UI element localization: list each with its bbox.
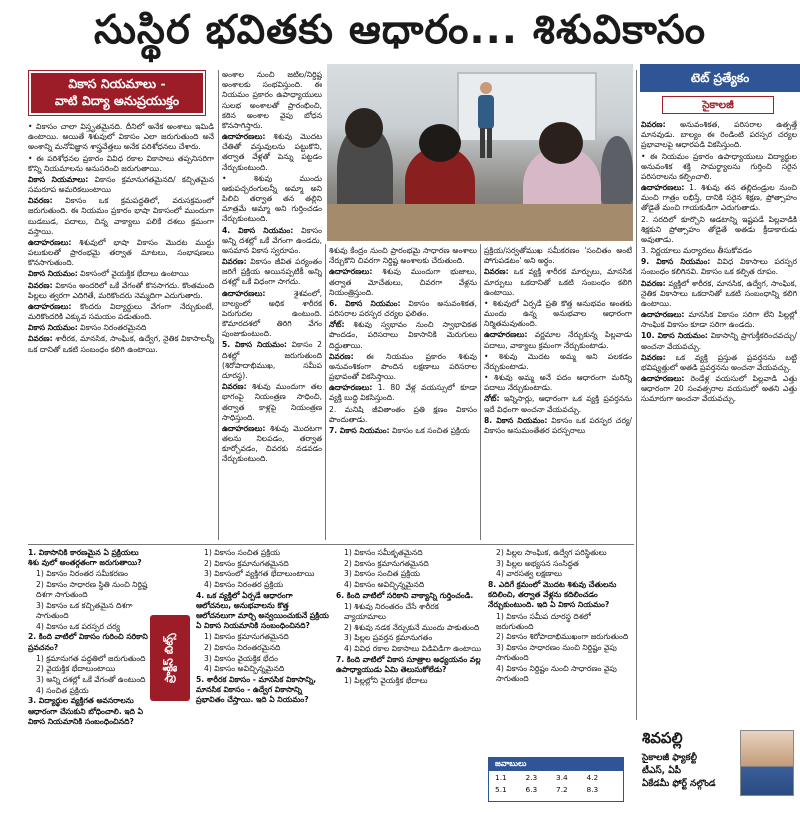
paragraph-text: • శిశువు ముందు ఆకుపచ్చరంగులన్నీ అమ్మా అని పిలిచి తర్వాత తన తల్లిని మాత్రమే అమ్మా అని గుర్తించడం నేర్చుకుంటుంది. bbox=[222, 173, 322, 224]
quiz-column-2 bbox=[196, 548, 330, 816]
paragraph-label: వివరణ: bbox=[641, 120, 666, 129]
paragraph-label: వికాస నియమం: bbox=[28, 269, 78, 279]
quiz-question: 8. ఎదిగే క్రమంలో మొదట శిశువు చేతులను కదిలించి, తర్వాత వేళ్లను కదిలించడం నేర్చుకుంటుంది. ఇది ఏ వికాస నియమం? bbox=[488, 580, 617, 610]
paragraph-text: వికాసం అన్ని దశల్లో ఒకే వేగంగా ఉండదు, అసమాన వికాస స్వరూపం. bbox=[222, 225, 322, 255]
paragraph-label: ఉదాహరణలు: bbox=[641, 310, 685, 320]
paragraph-text: శిశువులో భాషా వికాసం మొదట ముద్దు పలుకులతో ప్రారంభమై తర్వాత మాటలు, సంభాషణలు కొనసాగుతుంది. bbox=[28, 237, 214, 268]
paragraph bbox=[329, 405, 477, 425]
article-column-4 bbox=[484, 246, 632, 540]
paragraph bbox=[329, 426, 477, 436]
quiz-option: 2) వికాసం సాధారణ స్థితి నుంచి నిర్దిష్ట దిశగా సాగుతుంది bbox=[36, 580, 148, 600]
paragraph-text: • శిశువు మొదట అమ్మ అని పలకడం నేర్చుకుంటాడు. bbox=[484, 351, 632, 371]
quiz-option: 3) పిల్లల అభ్యసన సంసిద్ధత bbox=[496, 558, 579, 568]
paragraph bbox=[28, 122, 214, 153]
paragraph-label: నోట్: bbox=[329, 320, 345, 330]
paragraph bbox=[484, 299, 632, 330]
paragraph-text: వివిధ వికాసాలు పరస్పర సంబంధం కలిగినవి. వికాసం ఒక కల్పిత రూపం. bbox=[641, 257, 797, 277]
quiz-question: 1. వికాసానికి కారణమైన ఏ ప్రక్రియలు శిశు వులో అంతర్గతంగా జరుగుతాయి? bbox=[28, 548, 142, 568]
kicker-line-2: వాటి విద్యా అనుప్రయుక్తం bbox=[54, 93, 180, 108]
paragraph-label: ఉదాహరణలు: bbox=[484, 330, 528, 340]
paragraph-text: వికాసం అనువంశికత, పరిసరాల పరస్పర చర్యల ఫలితం. bbox=[329, 298, 477, 319]
quiz-option: 1) వికాసం సమీకృతమైనది bbox=[344, 548, 423, 557]
paragraph-text: కొందరు విద్యార్థులు వేగంగా నేర్చుకుంటే, మరికొందరికి ఎక్కువ సమయం పడుతుంది. bbox=[28, 301, 214, 322]
paragraph bbox=[222, 340, 322, 381]
paragraph bbox=[329, 352, 477, 383]
quiz-option: 1) వికాసం క్రమానుగతమైనది bbox=[204, 632, 289, 642]
paragraph bbox=[28, 281, 214, 301]
paragraph-text: ఇన్నిసార్లు, ఆధారంగా ఒక వ్యక్తి ప్రవర్తనను ఇదే విధంగా అంచనా వేయవచ్చు. bbox=[484, 394, 632, 414]
answer-item: 8.3 bbox=[586, 784, 599, 794]
paragraph-label: వివరణ: bbox=[329, 351, 354, 361]
quiz-option: 3) వికాసం సంచిత ప్రక్రియ bbox=[344, 569, 420, 579]
quiz-option: 1) పిల్లల్లోని వైయక్తిక భేదాలు bbox=[344, 676, 428, 686]
quiz-option: 3) వికాసంలో వ్యక్తిగత భేదాలుంటాయి bbox=[204, 569, 315, 579]
paragraph bbox=[28, 175, 214, 195]
paragraph-text: వర్ణమాల నేర్చుకున్న పిల్లవాడు పదాలు, వాక్యాలు క్రమంగా నేర్చుకుంటాడు. bbox=[484, 330, 632, 350]
paragraph bbox=[222, 132, 322, 173]
quiz-question: 6. కింది వాటిలో సరికాని వాక్యాన్ని గుర్తించండి. bbox=[336, 590, 474, 600]
quiz-column-1 bbox=[28, 548, 148, 816]
paragraph-text: వికాసాన్ని ప్రాగుక్తీకరించవచ్చు/ అంచనా వేయవచ్చు. bbox=[641, 331, 797, 351]
paragraph-label: 5. వికాస నియమం: bbox=[222, 340, 287, 350]
paragraph-label: ఉదాహరణలు: bbox=[222, 132, 266, 142]
quiz-option: 2) వికాసం శిరోపాదాభిముఖంగా జరుగుతుంది bbox=[496, 632, 629, 642]
quiz-option: 4) సంచిత ప్రక్రియ bbox=[36, 685, 89, 695]
paragraph-text: ఒక వ్యక్తి శారీరక మార్పులు, మానసిక మార్పులు ఒకదానితో ఒకటి సంబంధం కలిగి ఉంటాయి. bbox=[484, 267, 632, 297]
answer-item: 5.1 bbox=[495, 784, 507, 794]
quiz-question: 4. ఒక వ్యక్తిలో ఏర్పడే ఆధారంగా ఆలోచనలు, అనుభవాలను కొత్త ఆలోచనలుగా మార్చి అన్వయించుకునే ప్రక్రియ ఏ వికాస నియమానికి సంబంధించినది? bbox=[196, 590, 329, 631]
quiz-column-4 bbox=[488, 548, 630, 754]
paragraph bbox=[641, 257, 797, 277]
quiz-option: 4) వికాసం అవిచ్ఛిన్నమైనది bbox=[204, 664, 285, 674]
kicker-line-1: వికాస నియమాలు - bbox=[68, 76, 166, 92]
paragraph-text: శారీరక, మానసిక, సాంఘిక, ఉద్వేగ, నైతిక వికాసాలన్నీ ఒక దానితో ఒకటి సంబంధం కలిగి ఉంటాయి. bbox=[28, 334, 214, 354]
quiz-column-3 bbox=[336, 548, 482, 816]
quiz-option: 4) వివిధ రకాల వికాసాలు విడివిడిగా ఉంటాయి bbox=[344, 644, 482, 654]
answer-item: 1.1 bbox=[495, 772, 507, 782]
paragraph-text: • ఈ పరిశోధనల ప్రకారం వివిధ రకాల వికాసాలు తప్పనిసరిగా కొన్ని నియమాలను అనుసరించి జరుగుతాయి. bbox=[28, 153, 214, 173]
paragraph bbox=[222, 382, 322, 423]
paragraph bbox=[641, 310, 797, 330]
paragraph-label: 6. వికాస నియమం: bbox=[329, 298, 401, 308]
paragraph bbox=[28, 154, 214, 174]
paragraph-text: శిశువు స్వభావం నుంచి స్వాభావికత పొందడం, పరిసరాలు వికాసానికి మెరుగులు దిద్దుతాయి. bbox=[329, 320, 477, 350]
paragraph-text: • ఈ నియమం ప్రకారం ఉపాధ్యాయులు విద్యార్థుల అనువంశిక శక్తి సామర్థ్యాలను గుర్తించి సరైన పరిసరాలను కల్పించాలి. bbox=[641, 151, 797, 181]
author-photo bbox=[740, 730, 794, 796]
paragraph bbox=[222, 289, 322, 340]
answer-item: 3.4 bbox=[556, 772, 568, 782]
paragraph-text: వికాసం నిరంతరమైనది bbox=[80, 323, 147, 333]
paragraph bbox=[28, 196, 214, 237]
article-column-1 bbox=[28, 122, 214, 542]
paragraph bbox=[222, 174, 322, 225]
quiz-option: 4) వికాసం నిరంతర ప్రక్రియ bbox=[204, 580, 284, 590]
paragraph-text: • శిశువులో ఏర్పడే ప్రతి కొత్త అనుభవం అంతకు ముందు ఉన్న అనుభవాల ఆధారంగా నిర్మితమవుతుంది. bbox=[484, 298, 632, 329]
paragraph bbox=[641, 120, 797, 151]
paragraph-text: వ్యక్తిలో శారీరక, మానసిక, ఉద్వేగ, సాంఘిక, నైతిక వికాసాలు ఒకదానితో ఒకటి సంబంధాన్ని కలిగి ఉంటాయి. bbox=[641, 278, 797, 308]
paragraph-text: శిశువు కేంద్రం నుంచి ప్రారంభమై సాధారణ అంశాలు నేర్చుకొని చివరగా నిర్దిష్ట అంశాలకు చేరుతుంది. bbox=[329, 246, 477, 266]
paragraph bbox=[329, 320, 477, 351]
paragraph-label: వివరణ: bbox=[222, 382, 247, 392]
quiz-option: 3) వికాసం ఒక కచ్చితమైన దిశగా సాగుతుంది bbox=[36, 600, 133, 621]
quiz-option: 1) క్రమానుగత పద్ధతిలో జరుగుతుంది bbox=[36, 653, 146, 663]
paragraph bbox=[484, 352, 632, 372]
teacher-figure bbox=[473, 80, 499, 160]
paragraph bbox=[222, 70, 322, 131]
quiz-option: 4) వారసత్వ లక్షణాలు bbox=[496, 569, 562, 579]
paragraph-text: వికాసం క్రమానుగతమైనది/ కచ్చితమైన సమరూప అమరికలుంటాయి bbox=[28, 174, 214, 195]
quiz-option: 3) అన్ని దశల్లో ఒకే వేగంతో ఉంటుంది bbox=[36, 675, 146, 685]
paragraph bbox=[641, 246, 797, 256]
paragraph-label: ఉదాహరణలు: bbox=[222, 288, 266, 298]
article-column-3 bbox=[329, 246, 477, 540]
quiz-option: 4) వికాసం ఒక పరస్పర చర్య bbox=[36, 621, 121, 631]
paragraph-text: అనువంశికత, పరిసరాల ఉత్పత్తే మానవుడు. బాల్యం ఈ రెండింటి పరస్పర చర్యల ప్రభావాలపై ఆధారపడి వికసిస్తుంది. bbox=[641, 120, 797, 150]
paragraph-text: 2. సరదిలో కూర్చొని ఆడటాన్ని ఇష్టపడే పిల్లవాడికి శిక్షకుని ప్రోత్సాహం తోడైతే అతడు క్రీడాకారుడు అవుతాడు. bbox=[641, 214, 797, 244]
paragraph bbox=[329, 246, 477, 266]
practice-bits-badge: ప్రాక్టీస్ బిట్స్ bbox=[150, 615, 190, 701]
quiz-option: 2) శిశువు నడక నేర్చుకునే ముందు పాకుతుంది bbox=[344, 622, 480, 632]
paragraph-text: వికాసం ఒక క్రమపద్ధతిలో, వరుసక్రమంలో జరుగుతుంది. ఈ నియమం ప్రకారం భాషా వికాసంలో ముందుగా బుడబుడ, పదాలు, చిన్న వాక్యాలు పలికే దశలు క్రమంగా వస్తాయి. bbox=[28, 196, 214, 236]
quiz-question: 5. శారీరక వికాసం - మానసిక వికాసాన్ని, మానసిక వికాసం - ఉద్వేగ వికాసాన్ని ప్రభావితం చేస్తాయి. ఇది ఏ నియమం? bbox=[196, 675, 317, 705]
paragraph bbox=[641, 215, 797, 246]
paragraph-label: ఉదాహరణలు: bbox=[641, 374, 685, 384]
answer-item: 6.3 bbox=[525, 784, 538, 794]
quiz-option: 3) వికాసం సాధారణం నుంచి నిర్దిష్టం వైపు సాగుతుంది bbox=[496, 643, 617, 663]
paragraph-text: ఒక వ్యక్తి ప్రస్తుత ప్రవర్తనను బట్టి భవిష్యత్తులో అతడి ప్రవర్తనను అంచనా వేయవచ్చు. bbox=[641, 352, 797, 372]
paragraph-label: వివరణ: bbox=[222, 257, 247, 267]
paragraph bbox=[28, 334, 214, 354]
quiz-option: 3) పిల్లల ప్రవర్తన క్రమానుగతం bbox=[344, 633, 433, 643]
quiz-option: 4) వికాసం నిర్దిష్టం నుంచి సాధారణం వైపు సాగుతుంది bbox=[496, 663, 617, 684]
paragraph-text: శైశవంలో, బాల్యంలో అధిక శారీరక పెరుగుదల ఉంటుంది. కౌమారదశలో తిరిగి వేగం పుంజుకుంటుంది. bbox=[222, 288, 322, 339]
author-role: సైకాలజీ ఫ్యాకల్టీ టీఎస్, ఏపీ ఏకేడమీ ఫోర్ట్ నల్గొండ bbox=[642, 753, 716, 790]
article-column-5 bbox=[641, 120, 797, 720]
paragraph-label: 7. వికాస నియమం: bbox=[329, 425, 390, 435]
author-name: శివపల్లి bbox=[642, 729, 683, 747]
paragraph-text: వికాసం అందరిలో ఒకే వేగంతో కొనసాగదు. కొంతమంది పిల్లలు త్వరగా ఎదిగితే, మరికొందరు నెమ్మదిగా ఎదుగుతారు. bbox=[28, 280, 214, 300]
paragraph-label: 10. వికాస నియమం: bbox=[641, 331, 708, 341]
paragraph-label: ఉదాహరణలు: bbox=[329, 383, 373, 393]
paragraph bbox=[222, 257, 322, 288]
paragraph-text: 1. 80 వేళ్ల వయస్సులో కూడా వ్యక్తి బుద్ధి వికసిస్తుంది. bbox=[329, 383, 477, 403]
paragraph bbox=[28, 302, 214, 322]
paragraph-text: 1. శిశువు తన తల్లిదండ్రుల నుంచి మంచి గాత్రం లభిస్తే, దానికి సరైన శిక్షణ, ప్రోత్సాహం తోడైతే మంచి గాయకుడిగా ఎదుగుతాడు. bbox=[641, 183, 797, 213]
quiz-option: 1) వికాసం నిరంతర సమీకరణం bbox=[36, 569, 129, 579]
paragraph bbox=[484, 416, 632, 436]
quiz-option: 1) వికాసం సమీప దూరస్థ దిశలో జరుగుతుంది bbox=[496, 611, 591, 631]
paragraph-text: మానసిక వికాసం సరిగా లేని పిల్లల్లో సాంఘిక వికాసం కూడా సరిగా ఉండదు. bbox=[641, 310, 797, 330]
paragraph bbox=[28, 269, 214, 279]
paragraph-text: శిశువు ముందుగా భుజాలు, తర్వాత మోచేతులు, చివరగా వేళ్లను నియంత్రిస్తుంది. bbox=[329, 267, 477, 297]
paragraph bbox=[222, 226, 322, 257]
paragraph-label: వికాస నియమాలు: bbox=[28, 174, 89, 184]
answer-item: 2.3 bbox=[525, 772, 538, 782]
quiz-option: 1) శిశువు నిరంతరం చేసే శారీరక వ్యాయామాలు bbox=[344, 601, 439, 622]
headline-text: సుస్థిర భవితకు ఆధారం... శిశువికాసం bbox=[94, 7, 706, 54]
paragraph bbox=[28, 323, 214, 333]
paragraph-label: ఉదాహరణలు: bbox=[28, 301, 72, 311]
paragraph-text: శిశువు మొదట చేతితో వస్తువులను పట్టుకొని, తర్వాత వేళ్లతో పెన్ను పట్టడం నేర్చుకుంటుంది. bbox=[222, 132, 322, 172]
paragraph-text: వికాసం ఒక సంచిత ప్రక్రియ bbox=[391, 425, 470, 435]
paragraph-label: వివరణ: bbox=[641, 278, 666, 288]
section-kicker bbox=[28, 70, 206, 116]
paragraph bbox=[641, 374, 797, 405]
paragraph bbox=[329, 383, 477, 403]
paragraph bbox=[222, 424, 322, 465]
paragraph-text: శిశువు ముందుగా తల భాగంపై నియంత్రణ సాధించి, తర్వాత కాళ్లపై నియంత్రణ సాధిస్తుంది. bbox=[222, 382, 322, 422]
paragraph-text: వికాసంలో వైయక్తిక భేదాలు ఉంటాయి bbox=[80, 269, 189, 279]
paragraph-text: వికాసం 2 దిశల్లో జరుగుతుంది (శిరోపాదాభిముఖ, సమీప దూరస్థ). bbox=[222, 340, 322, 380]
paragraph-label: ఉదాహరణలు: bbox=[222, 423, 266, 433]
paragraph bbox=[484, 373, 632, 393]
paragraph-label: వివరణ: bbox=[28, 196, 53, 206]
paragraph-label: వివరణ: bbox=[484, 267, 509, 277]
paragraph bbox=[641, 152, 797, 183]
quiz-option: 3) వికాసం వైయక్తిక భేదం bbox=[204, 653, 278, 663]
paragraph-label: 9. వికాస నియమం: bbox=[641, 257, 711, 267]
paragraph bbox=[641, 353, 797, 373]
paragraph-text: 2. మనిషి జీవితాంతం ప్రతి క్షణం వికాసం పొందుతాడు. bbox=[329, 404, 477, 424]
page-headline bbox=[0, 0, 800, 62]
quiz-option: 2) వికాసం క్రమానుగతమైనది bbox=[344, 558, 429, 568]
paragraph-label: 4. వికాస నియమం: bbox=[222, 225, 294, 235]
paragraph-label: వికాస నియమం: bbox=[28, 323, 78, 333]
paragraph-text: రెండేళ్ల వయసులో పిల్లవాడి ఎత్తు ఆధారంగా 20 సంవత్సరాల వయసులో అతని ఎత్తు సుమారుగా అంచనా వేయవచ్చు. bbox=[641, 374, 797, 404]
paragraph-text: 3. నిర్ణయాలు మర్యాదలు తీసుకోవడం bbox=[641, 246, 752, 256]
quiz-question: 7. కింది వాటిలో వికాస సూత్రాల అధ్యయనం వల్ల ఉపాధ్యాయుడు ఏమి తెలుసుకోలేడు? bbox=[336, 654, 481, 674]
answer-item: 4.2 bbox=[586, 772, 599, 782]
tet-special-header: టెట్ ప్రత్యేకం bbox=[640, 64, 800, 92]
paragraph bbox=[484, 246, 632, 266]
paragraph-text: వికాసం ఒక పరస్పర చర్య/ వికాసం అనుమంతేతర పరస్పరాలు bbox=[484, 415, 632, 435]
paragraph-label: వివరణ: bbox=[641, 352, 666, 362]
answer-key-title: జవాబులు bbox=[489, 758, 623, 771]
quiz-option: 2) వైయక్తిక భేదాలుంటాయి bbox=[36, 664, 116, 674]
paragraph-label: ఉదాహరణలు: bbox=[329, 267, 373, 277]
quiz-option: 4) వికాసం అవిచ్ఛిన్నమైనది bbox=[344, 580, 425, 590]
quiz-option: 2) వికాసం నిరంతరమైనది bbox=[204, 643, 281, 653]
psychology-subheader: సైకాలజీ bbox=[662, 96, 774, 114]
paragraph bbox=[28, 238, 214, 269]
paragraph-text: ఈ నియమం ప్రకారం శిశువు అనువంశికంగా పొందిన లక్షణాలు పరిసరాల ప్రభావంతో వికసిస్తాయి. bbox=[329, 351, 477, 382]
paragraph-label: ఉదాహరణలు: bbox=[641, 183, 685, 193]
paragraph-text: ప్రక్రియ/సర్వతోముఖ సమీకరణం 'సంచితం అంటే పోగుపడటం' అని అర్థం. bbox=[484, 246, 632, 266]
quiz-option: 2) వికాసం క్రమానుగతమైనది bbox=[204, 558, 289, 568]
paragraph-label: నోట్: bbox=[484, 394, 500, 404]
author-box bbox=[634, 726, 800, 816]
paragraph bbox=[484, 394, 632, 414]
paragraph-label: వివరణ: bbox=[28, 280, 53, 290]
answer-item: 7.2 bbox=[556, 784, 568, 794]
quiz-option: 1) వికాసం సంచిత ప్రక్రియ bbox=[204, 548, 280, 557]
paragraph-text: శిశువు మొదటగా తలను నిలపడం, తర్వాత కూర్చోవడం, చివరకు నడవడం నేర్చుకుంటుంది. bbox=[222, 423, 322, 464]
quiz-question: 2. కింది వాటిలో వికాసం గురించి సరికాని ప్రవచనం? bbox=[28, 632, 148, 652]
paragraph bbox=[484, 330, 632, 350]
paragraph-label: ఉదాహరణలు: bbox=[28, 237, 72, 247]
quiz-question: 3. విద్యార్థుల వ్యక్తిగత అవసరాలను ఆధారంగా చేసుకుని బోధించాలి. ఇది ఏ వికాస నియమానికి సంబంధించినది? bbox=[28, 696, 144, 726]
paragraph-text: • వికాసం చాలా విస్తృతమైనది. దీనిలో అనేక అంశాలు ఇమిడి ఉంటాయి. అయితే శిశువులో వికాసం ఎలా జరుగుతుంది అనే అంశాన్ని మనోవిజ్ఞాన శాస్త్రవేత్తలు అనేక పరిశోధనలు చేశారు. bbox=[28, 122, 214, 152]
paragraph-text: వికాసం జీవిత పర్యంతం జరిగే ప్రక్రియ అయినప్పటికీ అన్ని దశల్లో ఒకే విధంగా సాగదు. bbox=[222, 257, 322, 287]
quiz-option: 2) పిల్లల సాంఘిక, ఉద్వేగ పరిస్థితులు bbox=[496, 548, 607, 557]
article-column-2 bbox=[222, 70, 322, 540]
paragraph bbox=[329, 299, 477, 319]
paragraph bbox=[329, 267, 477, 298]
classroom-photo bbox=[327, 64, 633, 241]
paragraph bbox=[641, 331, 797, 351]
paragraph-label: 8. వికాస నియమం: bbox=[484, 415, 548, 425]
paragraph-label: వివరణ: bbox=[28, 334, 53, 344]
paragraph bbox=[641, 183, 797, 214]
answer-key bbox=[488, 757, 624, 802]
paragraph bbox=[641, 279, 797, 310]
paragraph bbox=[484, 267, 632, 298]
paragraph-text: • శిశువు అమ్మ అనే పదం ఆధారంగా మరిన్ని పదాలు నేర్చుకుంటాడు. bbox=[484, 373, 632, 393]
paragraph-text: అంశాల నుంచి జటిల/నిర్దిష్ట అంశాలకు సంభవిస్తుంది. ఈ నియమం ప్రకారం ఉపాధ్యాయులు సులభ అంశాలతో ప్రారంభించి, కఠిన అంశాల వైపు బోధన కొనసాగిస్తారు. bbox=[222, 70, 322, 130]
